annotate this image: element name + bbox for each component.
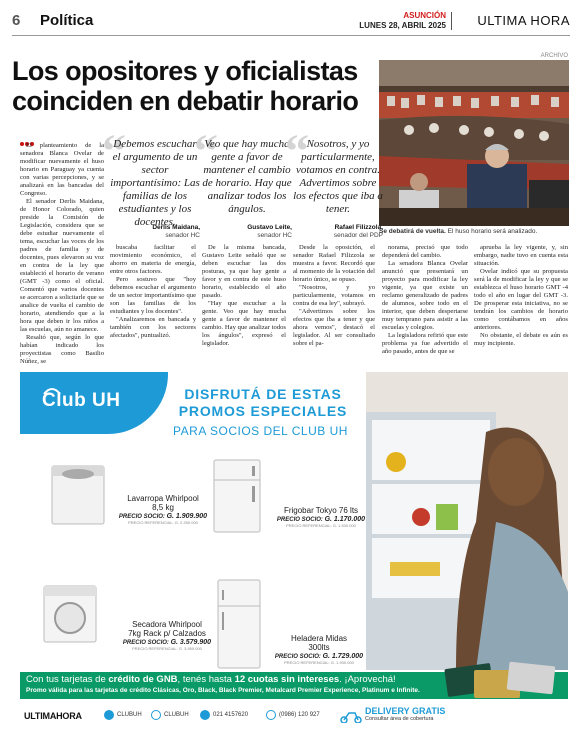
paragraph: Pero sostuvo que "hoy debemos escuchar el argumento de un sector importantísimo que son las familias de los estudiantes y los docentes".	[110, 276, 196, 315]
whatsapp-icon	[266, 710, 276, 720]
footer-whatsapp: (0986) 120 927	[279, 712, 320, 718]
product-lavarropa-info	[118, 494, 208, 525]
product-name: Lavarropa Whirlpool	[127, 494, 199, 503]
ad-subtitle: PARA SOCIOS DEL CLUB UH	[173, 424, 348, 438]
section-name: Política	[40, 12, 94, 29]
paragraph: Ovelar indicó que su propuesta será la de modificar la ley y que se establezca el huso horario GMT -4 todo el año en lugar del GMT -3. De prosperar esta iniciativa, no se tendrán los cambios de horario como contábamos en años anteriores.	[474, 268, 568, 331]
quote-author	[247, 224, 292, 240]
product-ref-price: PRECIO REFERENCIAL: G. 1.930.000	[284, 660, 354, 665]
product-name: Secadora Whirlpool	[132, 620, 202, 629]
product-secadora-info	[112, 620, 222, 651]
delivery-scooter-icon	[340, 709, 362, 723]
facebook-icon	[104, 710, 114, 720]
quote-mark-icon: “	[194, 125, 218, 178]
senate-photo-drawing	[379, 60, 569, 226]
headline: Los opositores y oficialistas coinciden en debatir horario	[12, 56, 359, 116]
footer-instagram: CLUBUH	[164, 712, 189, 718]
article-column-2	[110, 244, 196, 340]
quote-author-role: senador del PDP	[333, 232, 383, 239]
gnb-promo-bar	[20, 672, 430, 699]
footer-delivery	[365, 707, 445, 722]
paragraph: norama, precisó que todo dependerá del cambio.	[382, 244, 468, 259]
paragraph: aprueba la ley vigente, y, sin embargo, nadie tuvo en cuenta esta situación.	[474, 244, 568, 267]
article-column-4	[293, 244, 375, 348]
product-heladera-info	[274, 634, 364, 665]
ad-footer	[20, 702, 568, 730]
paragraph: No obstante, el debate es aún es muy incipiente.	[474, 332, 568, 347]
quote-author-role: senador HC	[165, 232, 200, 239]
paragraph: Resaltó que, según lo que habían indicado los proyectistas como Basilio Núñez, se	[20, 334, 104, 365]
delivery-title: DELIVERY GRATIS	[365, 706, 446, 716]
product-price	[112, 639, 222, 646]
ad-title-line1: DISFRUTÁ DE ESTAS	[184, 386, 342, 402]
quote-author-role: senador HC	[257, 232, 292, 239]
date-block	[359, 11, 446, 31]
club-uh-ad	[20, 372, 568, 730]
minifridge-icon	[212, 458, 262, 534]
paragraph: El senador Derlis Maidana, de Honor Colorado, quien preside la Comisión de Legislación, considera que se debe estudiar nuevamente el tema, escuchar las voces de los padres de familia y de docentes, pues elevaron su voz en contra de la ley que estableció el horario de verano (GMT -3) como el oficial. Comentó que varios docentes se acercaron a solicitarle que se analice de vuelta el cambio de horario, atendiendo que a la hora que deben ir los niños a las escuelas, aún no amanece.	[20, 198, 104, 333]
photo-credit: ARCHIVO	[540, 53, 568, 59]
dryer-icon	[42, 584, 98, 644]
product-frigobar	[212, 458, 272, 539]
paragraph: "Analizaremos en bancada y también con los sectores afectados", puntualizó.	[110, 316, 196, 339]
paragraph: La legisladora refirió que este problema ya fue advertido el año pasado, antes de que se	[382, 332, 468, 355]
caption-text: El huso horario será analizado.	[445, 228, 538, 235]
footer-brand: ULTIMAHORA	[24, 711, 82, 721]
newspaper-brand: ULTIMA HORA	[477, 13, 570, 28]
gnb-promo-line2: Promo válida para las tarjetas de crédito Clásicas, Oro, Black, Black Premier, Metalcard Premier Experience, Platinum e Infinite.	[26, 687, 420, 694]
credit-cards-area	[430, 672, 568, 699]
paragraph: De la misma bancada, Gustavo Leite señaló que se deben escuchar las dos posturas, ya que hay gente a favor y en contra de este huso horario, establecido el año pasado.	[202, 244, 286, 299]
article-column-3	[202, 244, 286, 348]
product-ref-price: PRECIO REFERENCIAL: G. 3.950.000	[132, 646, 202, 651]
quote-leite	[194, 125, 292, 239]
quote-mark-icon: “	[102, 125, 126, 178]
product-spec: 8,5 kg	[152, 503, 174, 512]
price-value: G. 1.909.900	[166, 513, 208, 520]
footer-phone: 021 4157620	[213, 712, 249, 718]
product-price	[118, 513, 208, 520]
quote-author	[152, 224, 200, 240]
photo-caption	[379, 228, 571, 235]
paragraph: "Hay que escuchar a la gente. Veo que hay mucha gente a favor de mantener el cambio. Hay que analizar todos los ángulos", expresó el legislador.	[202, 300, 286, 347]
price-label: PRECIO SOCIO:	[276, 517, 323, 523]
article-column-5	[382, 244, 468, 356]
product-ref-price: PRECIO REFERENCIAL: G. 2.250.000	[128, 520, 198, 525]
city: ASUNCIÓN	[403, 11, 446, 20]
ad-fridge-photo-drawing	[366, 372, 568, 670]
quote-filizzola	[285, 125, 383, 239]
article-column-1	[20, 142, 104, 366]
washer-icon	[50, 464, 106, 526]
date: LUNES 28, ABRIL 2025	[359, 21, 446, 30]
price-label: PRECIO SOCIO:	[122, 640, 169, 646]
club-uh-logo-text: Club UH	[42, 390, 121, 411]
quote-text: Veo que hay mucha gente a favor de mantener el cambio de horario. Hay que analizar todos los ángulos.	[202, 138, 292, 215]
product-price	[274, 653, 364, 660]
header-divider	[451, 12, 452, 30]
quote-maidana	[102, 125, 200, 239]
paragraph: "Advertimos sobre los efectos que iba a tener y que ahora vemos", destacó el legislador. Al ser consultado sobre el pa-	[293, 308, 375, 347]
page-header	[12, 10, 570, 36]
product-price	[276, 516, 366, 523]
caption-title: Se debatirá de vuelta.	[379, 228, 446, 235]
product-name: Heladera Midas	[290, 634, 348, 643]
product-frigobar-info	[276, 506, 366, 528]
price-value: G. 3.579.900	[170, 639, 212, 646]
senate-photo	[379, 60, 569, 226]
product-ref-price: PRECIO REFERENCIAL: G. 1.530.000	[286, 523, 356, 528]
paragraph: "Nosotros, y yo particularmente, votamos en contra de esa ley", subrayó.	[293, 284, 375, 307]
product-secadora	[42, 584, 102, 649]
quote-author-name: Derlis Maidana,	[152, 224, 200, 231]
instagram-icon	[151, 710, 161, 720]
product-spec: 7kg Rack p/ Calzados	[128, 629, 206, 638]
page-number: 6	[12, 12, 21, 29]
price-label: PRECIO SOCIO:	[118, 514, 165, 520]
gnb-promo-line1: Con tus tarjetas de crédito de GNB, tenés hasta 12 cuotas sin intereses. ¡Aprovechá!	[26, 674, 396, 685]
quote-author	[334, 224, 383, 240]
paragraph: Desde la oposición, el senador Rafael Filizzola se muestra a favor. Recordó que al momento de la votación del horario único, se opuso.	[293, 244, 375, 283]
quote-mark-icon: “	[285, 125, 309, 178]
ad-title-line2: PROMOS ESPECIALES	[178, 403, 348, 419]
product-spec: 300lts	[308, 643, 330, 652]
quote-author-name: Gustavo Leite,	[247, 224, 292, 231]
paragraph: La senadora Blanca Ovelar anunció que presentará un proyecto para modificar la ley vigente, ya que existe un reclamo generalizado de padres de alumnos, sobre todo en el interior, que deben despertarse muy temprano para asistir a las escuelas y colegios.	[382, 260, 468, 331]
product-name: Frigobar Tokyo 76 lts	[283, 506, 359, 515]
fridge-icon	[216, 578, 262, 670]
ad-title	[148, 386, 378, 420]
phone-icon	[200, 710, 210, 720]
price-value: G. 1.170.000	[324, 516, 366, 523]
quote-text: Nosotros, y yo particularmente, votamos en contra. Advertimos sobre los efectos que iba a tener.	[293, 138, 383, 215]
paragraph: buscaba facilitar el movimiento económico, el ahorro en materia de energía, entre otros factores.	[110, 244, 196, 275]
quote-author-name: Rafael Filizzola,	[334, 224, 383, 231]
ad-fridge-photo	[366, 372, 568, 670]
product-heladera	[216, 578, 266, 675]
price-value: G. 1.729.000	[322, 653, 364, 660]
footer-facebook: CLUBUH	[117, 712, 142, 718]
quote-text: Debemos escuchar el argumento de un sector importantísimo: Las familias de los estudiantes y los docentes.	[110, 138, 200, 228]
paragraph: El planteamiento de la senadora Blanca Ovelar de modificar nuevamente el huso horario en Paraguay ya cuenta con varias percepciones, y se analizará en las bancadas del Congreso.	[20, 142, 104, 197]
price-label: PRECIO SOCIO:	[274, 654, 321, 660]
article-column-6	[474, 244, 568, 348]
credit-card-icon	[507, 662, 556, 695]
delivery-subtitle: Consultar área de cobertura	[365, 716, 434, 722]
